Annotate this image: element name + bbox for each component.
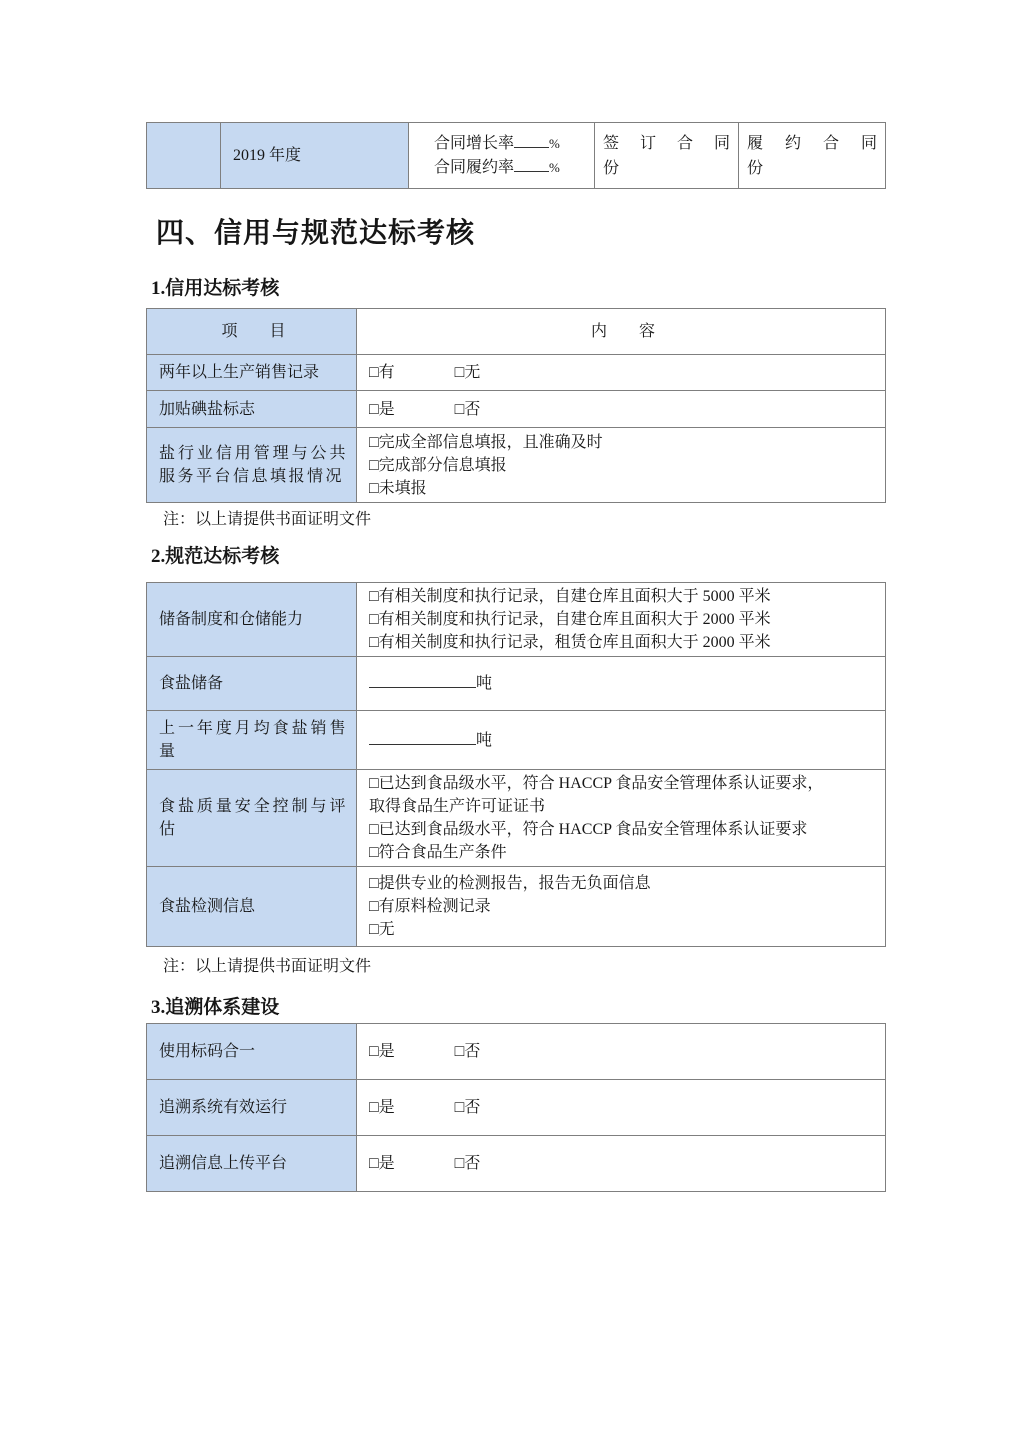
contract-fulfillment-rate-line [434,156,586,180]
carryover-year-cell: 2019 年度 [221,123,409,189]
table-row [147,1024,886,1080]
checkbox-line[interactable]: □未填报 [369,479,427,497]
row-content [357,657,886,711]
row-label: 使用标码合一 [147,1024,357,1080]
row-label: 储备制度和仓储能力 [147,583,357,657]
fulfilled-contracts-cell [739,123,886,189]
row-content [357,770,886,867]
checkbox-line[interactable]: □完成全部信息填报，且准确及时 [369,433,603,451]
checkbox-line[interactable]: □有相关制度和执行记录，自建仓库且面积大于 5000 平米 [369,588,771,605]
table-row [147,657,886,711]
row-content [357,1024,886,1080]
checkbox-line[interactable]: □已达到食品级水平，符合 HACCP 食品安全管理体系认证要求， [369,775,824,792]
row-content [357,391,886,428]
percent-sign: % [549,135,560,151]
unit-label: 吨 [476,675,493,692]
checkbox-option[interactable]: □否 [454,400,481,418]
standards-assessment-table [146,582,886,947]
blank-field[interactable] [514,132,549,148]
checkbox-line[interactable]: □完成部分信息填报 [369,456,507,474]
table-row [147,1080,886,1136]
fulfilled-contracts-unit: 份 [747,159,764,177]
row-label: 食盐检测信息 [147,867,357,947]
signed-contracts-text: 签 订 合 同 [603,134,730,152]
blank-field[interactable] [514,156,549,172]
checkbox-option[interactable]: □否 [454,1155,481,1172]
checkbox-option[interactable]: □是 [369,1155,395,1172]
table-row [147,711,886,770]
row-label: 追溯信息上传平台 [147,1136,357,1192]
content-header-cell: 内 容 [357,309,886,355]
table-row [147,867,886,947]
blank-field[interactable] [369,729,476,745]
row-label: 加贴碘盐标志 [147,391,357,428]
row-content [357,867,886,947]
section2-title: 2.规范达标考核 [151,546,280,567]
unit-label: 吨 [476,731,493,749]
item-header-cell: 项 目 [147,309,357,355]
checkbox-option[interactable]: □是 [369,400,395,418]
credit-assessment-table [146,308,886,503]
traceability-table [146,1023,886,1192]
table-row [147,770,886,867]
fulfilled-contracts-text: 履 约 合 同 [747,134,877,152]
contract-growth-rate-line [434,132,586,156]
checkbox-option[interactable]: □否 [454,1043,481,1060]
row-label: 追溯系统有效运行 [147,1080,357,1136]
note-text: 注：以上请提供书面证明文件 [163,958,372,975]
checkbox-line[interactable]: □无 [369,921,395,938]
checkbox-option[interactable]: □有 [369,364,395,381]
section1-title: 1.信用达标考核 [151,278,280,299]
row-content [357,1136,886,1192]
table-header-row [147,309,886,355]
row-label: 盐行业信用管理与公共服务平台信息填报情况 [147,428,357,503]
checkbox-line[interactable]: □有原料检测记录 [369,898,491,915]
checkbox-option[interactable]: □无 [454,364,481,381]
table-row [147,355,886,391]
row-content [357,428,886,503]
carryover-rates-cell [409,123,595,189]
checkbox-line[interactable]: □有相关制度和执行记录，租赁仓库且面积大于 2000 平米 [369,634,771,651]
carryover-empty-cell [147,123,221,189]
table-row [147,391,886,428]
checkbox-line[interactable]: □有相关制度和执行记录，自建仓库且面积大于 2000 平米 [369,611,771,628]
row-content [357,355,886,391]
signed-contracts-cell [595,123,739,189]
row-content [357,1080,886,1136]
checkbox-option[interactable]: □否 [454,1099,481,1116]
section3-title: 3.追溯体系建设 [151,997,280,1018]
row-label: 上一年度月均食盐销售量 [147,711,357,770]
checkbox-line[interactable]: □符合食品生产条件 [369,844,507,861]
checkbox-option[interactable]: □是 [369,1099,395,1116]
signed-contracts-unit: 份 [603,159,620,177]
row-content [357,711,886,770]
blank-field[interactable] [369,672,476,688]
note-text: 注：以上请提供书面证明文件 [163,511,372,528]
row-label: 食盐储备 [147,657,357,711]
checkbox-line-continuation: 取得食品生产许可证证书 [369,798,546,815]
table-row [147,428,886,503]
contract-growth-rate-label: 合同增长率 [434,134,515,152]
percent-sign: % [549,159,560,175]
checkbox-line[interactable]: □提供专业的检测报告，报告无负面信息 [369,875,651,892]
row-label: 两年以上生产销售记录 [147,355,357,391]
table-row [147,583,886,657]
contract-fulfillment-rate-label: 合同履约率 [434,158,515,176]
row-label: 食盐质量安全控制与评估 [147,770,357,867]
checkbox-option[interactable]: □是 [369,1043,395,1060]
carryover-table [146,122,886,189]
row-content [357,583,886,657]
main-heading: 四、信用与规范达标考核 [156,218,476,249]
checkbox-line[interactable]: □已达到食品级水平，符合 HACCP 食品安全管理体系认证要求 [369,821,808,838]
table-row [147,1136,886,1192]
